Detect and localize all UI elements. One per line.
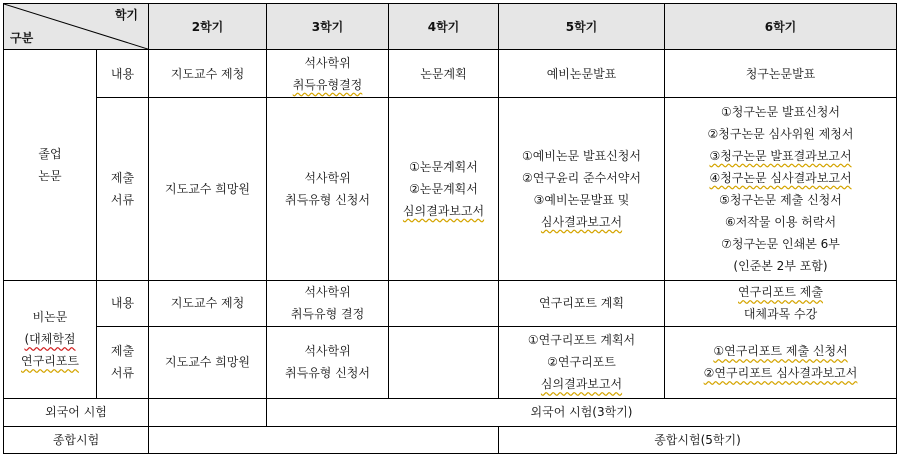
thesis-content-s2: 지도교수 제청 [149,50,267,98]
cell-line: ③청구논문 발표결과보고서 [709,148,852,163]
nonthesis-content-s4 [389,280,499,326]
cell-line: ②연구리포트 심사결과보고서 [703,366,858,381]
graduation-requirements-table [3,3,897,454]
cell-line: (인준본 2부 포함) [733,258,828,273]
nonthesis-docs-s3 [267,326,389,398]
thesis-group-label-line: 졸업 [38,146,62,161]
thesis-docs-s3 [267,98,389,280]
header-row [4,4,897,50]
nonthesis-group-label [4,280,97,398]
cell-line: ①청구논문 발표신청서 [721,104,840,119]
cell-line: 연구리포트 제출 [738,285,823,300]
cell-line: 취득유형결정 [292,77,363,92]
header-semester-4: 4학기 [389,4,499,50]
cell-line: ①논문계획서 [409,159,478,174]
cell-line: ②연구윤리 준수서약서 [522,170,641,185]
header-semester-6: 6학기 [665,4,897,50]
nonthesis-docs-row [4,326,897,398]
thesis-docs-s4 [389,98,499,280]
cell-line: 심사결과보고서 [540,214,623,229]
comprehensive-exam-label: 종합시험 [4,426,149,453]
thesis-group-label-line: 논문 [38,168,62,183]
header-semester-5: 5학기 [499,4,665,50]
cell-line: 취득유형 신청서 [285,192,370,207]
cell-line: ⑦청구논문 인쇄본 6부 [721,236,840,251]
cell-line: ①예비논문 발표신청서 [522,148,641,163]
thesis-docs-s6 [665,98,897,280]
nonthesis-content-row [4,280,897,326]
cell-line: ②연구리포트 [547,355,616,370]
foreign-exam-empty [149,398,267,426]
foreign-exam-value: 외국어 시험(3학기) [267,398,897,426]
cell-line: 제출 [110,170,135,185]
thesis-group-label [4,50,97,280]
thesis-content-s5: 예비논문발표 [499,50,665,98]
cell-line: ⑤청구논문 제출 신청서 [719,192,842,207]
header-semester-3: 3학기 [267,4,389,50]
comprehensive-exam-value: 종합시험(5학기) [499,426,897,453]
corner-semester-label: 학기 [114,8,138,22]
cell-line: 취득유형 결정 [290,307,365,322]
cell-line: 연구리포트 [21,354,79,369]
nonthesis-docs-s5 [499,326,665,398]
corner-category-label: 구분 [10,31,34,46]
thesis-content-s6: 청구논문발표 [665,50,897,98]
cell-line: 서류 [110,366,135,381]
cell-line: 석사학위 [304,344,351,359]
cell-line: 석사학위 [304,55,351,70]
foreign-exam-row [4,398,897,426]
nonthesis-docs-s4 [389,326,499,398]
nonthesis-content-s3 [267,280,389,326]
cell-line: ③예비논문발표 및 [533,192,630,207]
cell-line: 서류 [110,192,135,207]
cell-line: ②청구논문 심사위원 제청서 [707,126,854,141]
thesis-content-s4: 논문계획 [389,50,499,98]
thesis-docs-label [97,98,149,280]
thesis-docs-s2: 지도교수 희망원 [149,98,267,280]
cell-line: 심의결과보고서 [402,203,485,218]
thesis-content-row [4,50,897,98]
cell-line: 석사학위 [304,170,351,185]
nonthesis-content-s2: 지도교수 제청 [149,280,267,326]
cell-line: 취득유형 신청서 [285,366,370,381]
thesis-content-label: 내용 [97,50,149,98]
cell-line: ④청구논문 심사결과보고서 [709,170,852,185]
nonthesis-content-s5: 연구리포트 계획 [499,280,665,326]
corner-header-cell [4,4,149,50]
foreign-exam-label: 외국어 시험 [4,398,149,426]
cell-line: 비논문 [32,310,68,325]
thesis-docs-row [4,98,897,280]
comprehensive-exam-row [4,426,897,453]
nonthesis-docs-label [97,326,149,398]
header-semester-2: 2학기 [149,4,267,50]
comprehensive-exam-empty [149,426,499,453]
nonthesis-docs-s2: 지도교수 희망원 [149,326,267,398]
cell-line: ①연구리포트 계획서 [527,333,636,348]
cell-line: 제출 [110,344,135,359]
cell-line: ①연구리포트 제출 신청서 [713,344,848,359]
nonthesis-docs-s6 [665,326,897,398]
cell-line: ⑥저작물 이용 허락서 [724,214,837,229]
thesis-content-s3 [267,50,389,98]
thesis-docs-s5 [499,98,665,280]
cell-line: ②논문계획서 [409,181,478,196]
cell-line: 석사학위 [304,285,351,300]
nonthesis-content-s6 [665,280,897,326]
cell-line: 대체과목 수강 [743,307,818,322]
nonthesis-content-label: 내용 [97,280,149,326]
cell-line: (대체학점 [24,332,76,347]
cell-line: 심의결과보고서 [540,377,623,392]
